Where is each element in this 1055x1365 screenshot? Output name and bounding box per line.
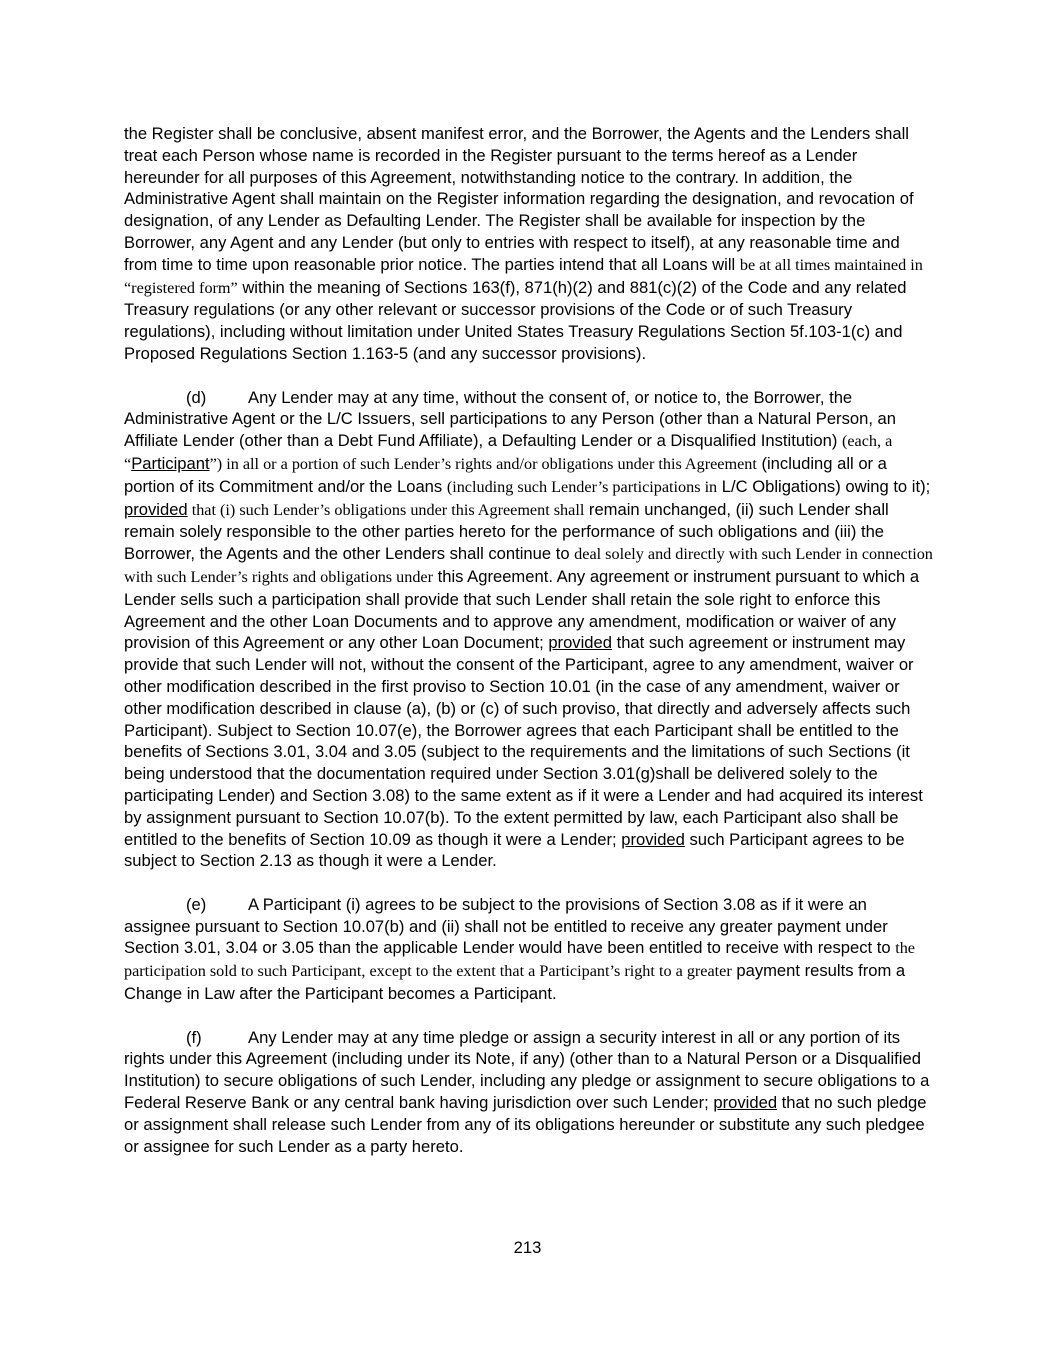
text-segment: that (i) such Lender’s obligations under this Agreement shall: [187, 500, 585, 519]
text-segment: such Participant agrees to be subject to Section 2.13 as though it were a Lender.: [124, 829, 905, 871]
text-segment: the Register shall be conclusive, absent manifest error, and the Borrower, the Agents and the Lenders shall treat each Person whose name is recorded in the Register pursuant to the terms hereof as a Lender hereunder for all purposes of this Agreement, notwithstanding notice to the contrary. In addition, the Administrative Agent shall maintain on the Register information regarding the designation, and revocation of designation, of any Lender as Defaulting Lender. The Register shall be available for inspection by the Borrower, any Agent and any Lender (but only to entries with respect to itself), at any reasonable time and from time to time upon reasonable prior notice. The parties intend that all Loans will: [124, 124, 914, 274]
paragraph-section-d: [124, 387, 934, 873]
underlined-provided: provided: [713, 1093, 778, 1113]
text-segment: L/C Obligations) owing to it);: [717, 476, 931, 496]
underlined-provided: provided: [124, 499, 188, 519]
text-segment: that such agreement or instrument may provide that such Lender will not, without the consent of the Participant, agree to any amendment, waiver or other modification described in the first proviso to Section 10.01 (in the case of any amendment, waiver or other modification described in clause (a), (b) or (c) of such proviso, that directly and adversely affects such Participant). Subject to Section 10.07(e), the Borrower agrees that each Participant shall be entitled to the benefits of Sections 3.01, 3.04 and 3.05 (subject to the requirements and the limitations of such Sections (it being understood that the documentation required under Section 3.01(g)shall be delivered solely to the participating Lender) and Section 3.08) to the same extent as if it were a Lender and had acquired its interest by assignment pursuant to Section 10.07(b). To the extent permitted by law, each Participant also shall be entitled to the benefits of Section 10.09 as though it were a Lender;: [124, 633, 923, 849]
clause-label: (e): [186, 894, 207, 914]
text-segment: remain unchanged, (ii) such Lender shall remain solely responsible to the other parties hereto for the performance of such obligations and (iii) the Borrower, the Agents and the other Lenders shall continue to: [124, 499, 889, 564]
text-segment: within the meaning of Sections 163(f), 871(h)(2) and 881(c)(2) of the Code and any related Treasury regulations (or any other relevant or successor provisions of the Code or of such Treasury regulations), including without limitation under United States Treasury Regulations Section 5f.103-1(c) and Proposed Regulations Section 1.163-5 (and any successor provisions).: [124, 277, 907, 363]
text-segment: that no such pledge or assignment shall release such Lender from any of its obligations hereunder or substitute any such pledgee or assignee for such Lender as a party hereto.: [124, 1093, 927, 1156]
text-segment: Any Lender may at any time, without the consent of, or notice to, the Borrower, the Administrative Agent or the L/C Issuers, sell participations to any Person (other than a Natural Person, an Affiliate Lender (other than a Debt Fund Affiliate), a Defaulting Lender or a Disqualified Institution): [124, 387, 897, 451]
paragraph-section-f: [124, 1027, 934, 1158]
text-segment: this Agreement. Any agreement or instrument pursuant to which a Lender sells such a participation shall provide that such Lender shall retain the sole right to enforce this Agreement and the other Loan Documents and to approve any amendment, modification or waiver of any provision of this Agreement or any other Loan Document;: [124, 566, 920, 653]
text-segment: the participation sold to such Participant, except to the extent that a Participant’s right to a greater: [124, 939, 915, 981]
text-segment: ”) in all or a portion of such Lender’s rights and/or obligations under this Agreement: [209, 454, 757, 473]
text-segment: (each, a “: [124, 432, 893, 473]
document-body: [124, 123, 934, 1179]
clause-label: (d): [186, 387, 207, 407]
text-segment: (including such Lender’s participations in: [446, 477, 718, 496]
text-segment: payment results from a Change in Law after the Participant becomes a Participant.: [124, 961, 906, 1004]
text-segment: (including all or a portion of its Commitment and/or the Loans: [124, 453, 887, 496]
underlined-provided: provided: [621, 829, 685, 849]
paragraph-register-continued: [124, 123, 934, 365]
paragraph-section-e: [124, 894, 934, 1005]
defined-term-participant: Participant: [131, 453, 210, 473]
text-segment: Any Lender may at any time pledge or assign a security interest in all or any portion of its rights under this Agreement (including under its Note, if any) (other than to a Natural Person or a Disqualified Institution) to secure obligations of such Lender, including any pledge or assignment to secure obligations to a Federal Reserve Bank or any central bank having jurisdiction over such Lender;: [124, 1027, 930, 1113]
text-segment: A Participant (i) agrees to be subject to the provisions of Section 3.08 as if it were an assignee pursuant to Section 10.07(b) and (ii) shall not be entitled to receive any greater payment under Section 3.01, 3.04 or 3.05 than the applicable Lender would have been entitled to receive with respect to: [124, 894, 896, 958]
page-number: 213: [513, 1238, 542, 1257]
text-segment: deal solely and directly with such Lender in connection with such Lender’s rights and obligations under: [124, 545, 933, 586]
clause-label: (f): [186, 1027, 202, 1047]
underlined-provided: provided: [548, 633, 612, 653]
text-segment: be at all times maintained in “registered form”: [124, 255, 923, 297]
